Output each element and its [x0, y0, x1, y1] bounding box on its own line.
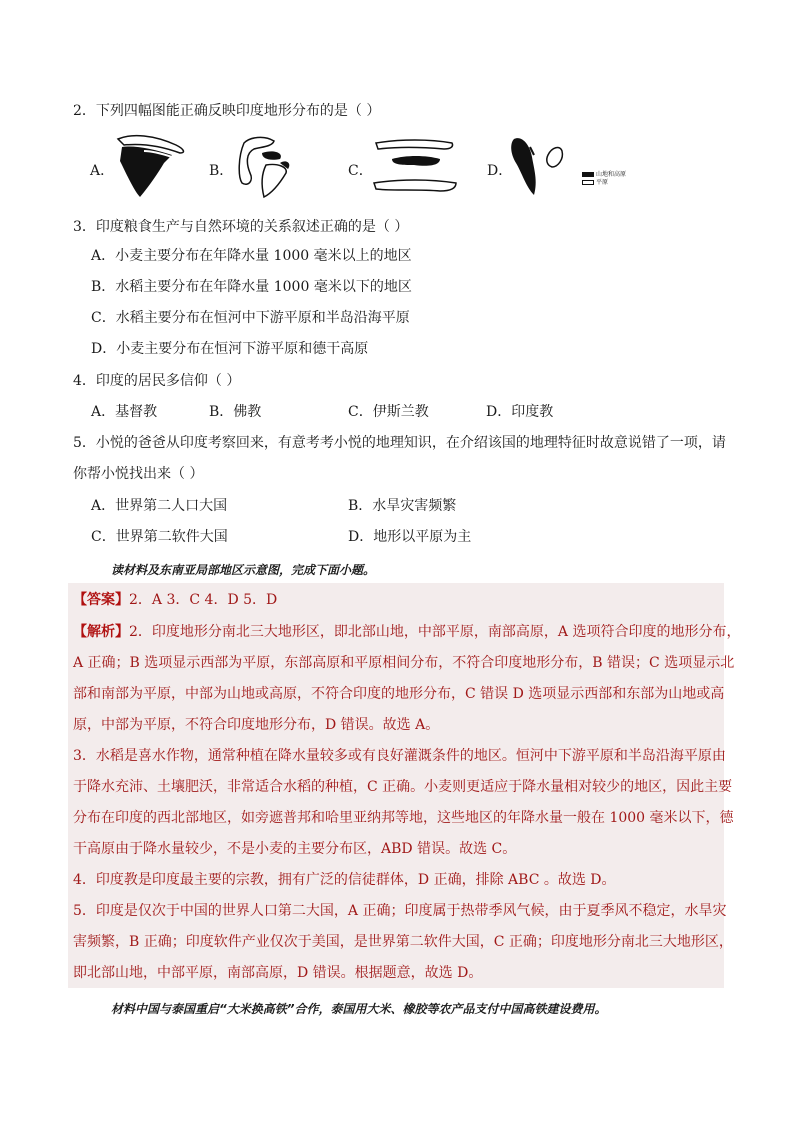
question-3-option-c: C．水稻主要分布在恒河中下游平原和半岛沿海平原 [91, 310, 410, 326]
option-a-label: A． [90, 163, 115, 179]
option-c-label: C． [348, 163, 373, 179]
analysis-line-8: 干高原由于降水量较少，不是小麦的主要分布区，ABD 错误。故选 C。 [73, 841, 517, 857]
material-note: 材料中国与泰国重启“大米换高铁”合作，泰国用大米、橡胶等农产品支付中国高铁建设费用。 [111, 1002, 607, 1016]
reading-note: 读材料及东南亚局部地区示意图，完成下面小题。 [111, 563, 376, 577]
analysis-line-5: 3．水稻是喜水作物，通常种植在降水量较多或有良好灌溉条件的地区。恒河中下游平原和半岛沿海平原由 [73, 748, 726, 764]
question-4-option-a: A．基督教 [91, 404, 158, 420]
question-3-option-d: D．小麦主要分布在恒河下游平原和德干高原 [91, 341, 369, 357]
map-b [230, 133, 310, 203]
question-5-option-c: C．世界第二软件大国 [91, 529, 228, 545]
question-5-stem-line1: 5．小悦的爸爸从印度考察回来，有意考考小悦的地理知识，在介绍该国的地理特征时故意说错了一项，请 [73, 435, 726, 451]
terrain-map-options [90, 133, 650, 203]
answer-text: 2．A 3．C 4．D 5．D [129, 592, 278, 608]
question-3-stem: 3．印度粮食生产与自然环境的关系叙述正确的是（ ） [73, 219, 409, 235]
analysis-line-11: 害频繁，B 正确；印度软件产业仅次于美国，是世界第二软件大国，C 正确；印度地形分南北三大地形区， [73, 934, 733, 950]
question-4-stem: 4．印度的居民多信仰（ ） [73, 373, 241, 389]
analysis-tag: 【解析】 [73, 624, 129, 640]
analysis-line-6: 于降水充沛、土壤肥沃，非常适合水稻的种植，C 正确。小麦则更适应于降水量相对较少的地区，因此主要 [73, 779, 733, 795]
analysis-line-9: 4．印度教是印度最主要的宗教，拥有广泛的信徒群体，D 正确，排除 ABC 。故选 D。 [73, 872, 616, 888]
map-a [114, 133, 194, 203]
analysis-line-12: 即北部山地，中部平原，南部高原，D 错误。根据题意，故选 D。 [73, 965, 483, 981]
question-5-option-d: D．地形以平原为主 [348, 529, 472, 545]
legend-plain: 平原 [596, 179, 609, 186]
analysis-line-10: 5．印度是仅次于中国的世界人口第二大国，A 正确；印度属于热带季风气候，由于夏季风不稳定，水旱灾 [73, 903, 727, 919]
question-5-option-a: A．世界第二人口大国 [91, 498, 228, 514]
plain-swatch [582, 180, 594, 185]
map-d [508, 133, 578, 203]
analysis-line-2: A 正确；B 选项显示西部为平原，东部高原和平原相间分布，不符合印度地形分布，B 错误；C 选项显示北 [73, 655, 735, 671]
map-legend [582, 171, 626, 187]
mountain-swatch [582, 172, 594, 177]
answer-line [73, 590, 277, 610]
question-4-option-d: D．印度教 [486, 404, 554, 420]
analysis-line-1 [73, 622, 740, 642]
question-3-option-a: A．小麦主要分布在年降水量 1000 毫米以上的地区 [91, 248, 412, 264]
legend-mountain: 山地和高原 [596, 171, 627, 178]
map-c [370, 133, 460, 203]
question-4-option-b: B．佛教 [209, 404, 262, 420]
question-3-option-b: B．水稻主要分布在年降水量 1000 毫米以下的地区 [91, 279, 412, 295]
question-2-stem: 2．下列四幅图能正确反映印度地形分布的是（ ） [73, 103, 381, 119]
question-4-option-c: C．伊斯兰教 [348, 404, 429, 420]
option-d-label: D． [487, 163, 513, 179]
question-5-stem-line2: 你帮小悦找出来（ ） [73, 466, 204, 482]
answer-tag: 【答案】 [73, 592, 129, 608]
analysis-line-7: 分布在印度的西北部地区，如旁遮普邦和哈里亚纳邦等地，这些地区的年降水量一般在 1000 毫米以下，德 [73, 810, 734, 826]
question-5-option-b: B．水旱灾害频繁 [348, 498, 457, 514]
analysis-line-4: 原，中部为平原，不符合印度地形分布，D 错误。故选 A。 [73, 717, 440, 733]
analysis-text: 2．印度地形分南北三大地形区，即北部山地，中部平原，南部高原，A 选项符合印度的地形分布， [129, 624, 741, 640]
analysis-line-3: 部和南部为平原，中部为山地或高原，不符合印度的地形分布，C 错误 D 选项显示西部和东部为山地或高 [73, 686, 725, 702]
option-b-label: B． [209, 163, 234, 179]
